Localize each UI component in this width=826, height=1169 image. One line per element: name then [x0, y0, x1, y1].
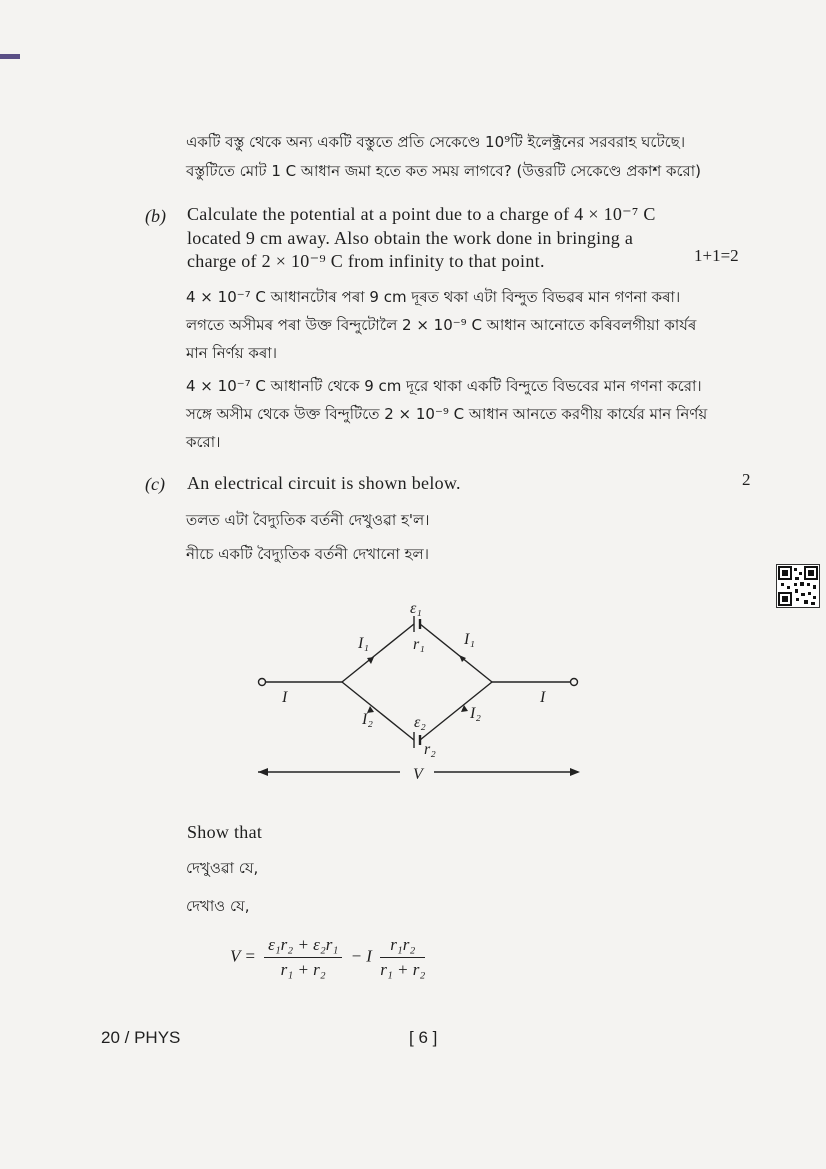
formula-fraction-2	[380, 935, 425, 980]
formula-denominator-2: r₁ + r₂	[380, 960, 426, 979]
question-b-label: (b)	[145, 206, 166, 226]
left-terminal	[259, 679, 266, 686]
intro-line-2: বস্তুটিতে মোট 1 C আধান জমা হতে কত সময় লাগবে? (উত্তরটি সেকেণ্ডে প্রকাশ করো)	[186, 162, 701, 180]
formula-fraction-1	[264, 935, 342, 980]
question-b-bn-line-3: করো।	[186, 433, 221, 451]
show-that-bn: দেখাও যে,	[186, 897, 250, 915]
formula-minus-i: − I	[350, 946, 372, 966]
emf-1-label: ε₁	[410, 600, 422, 617]
question-c-en-line-1: An electrical circuit is shown below.	[187, 473, 461, 493]
current-i2-right-label: I₂	[470, 705, 481, 722]
question-b-en-line-3: charge of 2 × 10⁻⁹ C from infinity to that point.	[187, 251, 545, 271]
question-c-marks: 2	[742, 470, 751, 489]
lower-right-wire	[420, 682, 492, 740]
question-b-as-line-2: লগতে অসীমৰ পৰা উক্ত বিন্দুটোলৈ 2 × 10⁻⁹ C আধান আনোতে কৰিবলগীয়া কাৰ্যৰ	[186, 316, 697, 334]
current-i2-left-label: I₂	[362, 711, 373, 728]
formula-numerator-1: ε₁r₂ + ε₂r₁	[264, 935, 342, 958]
question-b-bn-line-2: সঙ্গে অসীম থেকে উক্ত বিন্দুটিতে 2 × 10⁻⁹ C আধান আনতে করণীয় কার্যের মান নির্ণয়	[186, 405, 708, 423]
question-c-as-line-1: তলত এটা বৈদ্যুতিক বৰ্তনী দেখুওৱা হ'ল।	[186, 511, 430, 529]
current-i1-right-label: I₁	[464, 631, 475, 648]
current-i1-left-label: I₁	[358, 635, 369, 652]
show-that-en: Show that	[187, 822, 263, 842]
resistance-1-label: r₁	[413, 636, 425, 653]
question-b-marks: 1+1=2	[694, 246, 739, 265]
formula-denominator-1: r₁ + r₂	[280, 960, 326, 979]
question-b-en-line-1: Calculate the potential at a point due to a charge of 4 × 10⁻⁷ C	[187, 204, 656, 224]
show-that-as: দেখুওৱা যে,	[186, 859, 259, 877]
question-c-bn-line-1: নীচে একটি বৈদ্যুতিক বর্তনী দেখানো হল।	[186, 545, 430, 563]
upper-left-wire	[342, 624, 414, 682]
voltage-arrowhead-right	[570, 768, 580, 776]
emf-2-label: ε₂	[414, 714, 426, 731]
circuit-diagram	[250, 596, 590, 795]
current-i-right-label: I	[540, 689, 546, 706]
formula-numerator-2: r₁r₂	[380, 935, 425, 958]
question-b-as-line-3: মান নিৰ্ণয় কৰা।	[186, 344, 277, 362]
voltage-arrowhead-left	[258, 768, 268, 776]
question-b-as-line-1: 4 × 10⁻⁷ C আধানটোৰ পৰা 9 cm দূৰত থকা এটা বিন্দুত বিভৱৰ মান গণনা কৰা।	[186, 288, 681, 306]
resistance-2-label: r₂	[424, 741, 436, 758]
formula-v	[230, 935, 429, 980]
question-b-en-line-2: located 9 cm away. Also obtain the work done in bringing a	[187, 228, 634, 248]
question-c-label: (c)	[145, 474, 165, 494]
current-i-left-label: I	[282, 689, 288, 706]
footer-page-number: [ 6 ]	[409, 1028, 438, 1047]
voltage-label: V	[413, 766, 423, 783]
right-terminal	[571, 679, 578, 686]
lower-left-wire	[342, 682, 414, 740]
upper-right-wire	[420, 624, 492, 682]
intro-line-1: একটি বস্তু থেকে অন্য একটি বস্তুতে প্রতি সেকেণ্ডে 10⁹টি ইলেক্ট্রনের সরবরাহ ঘটেছে।	[186, 133, 686, 151]
footer-subject-code: 20 / PHYS	[101, 1028, 181, 1047]
formula-lhs: V =	[230, 946, 256, 966]
qr-code	[776, 564, 820, 608]
page-edge-mark	[0, 54, 20, 59]
question-b-bn-line-1: 4 × 10⁻⁷ C আধানটি থেকে 9 cm দূরে থাকা একটি বিন্দুতে বিভবের মান গণনা করো।	[186, 377, 702, 395]
